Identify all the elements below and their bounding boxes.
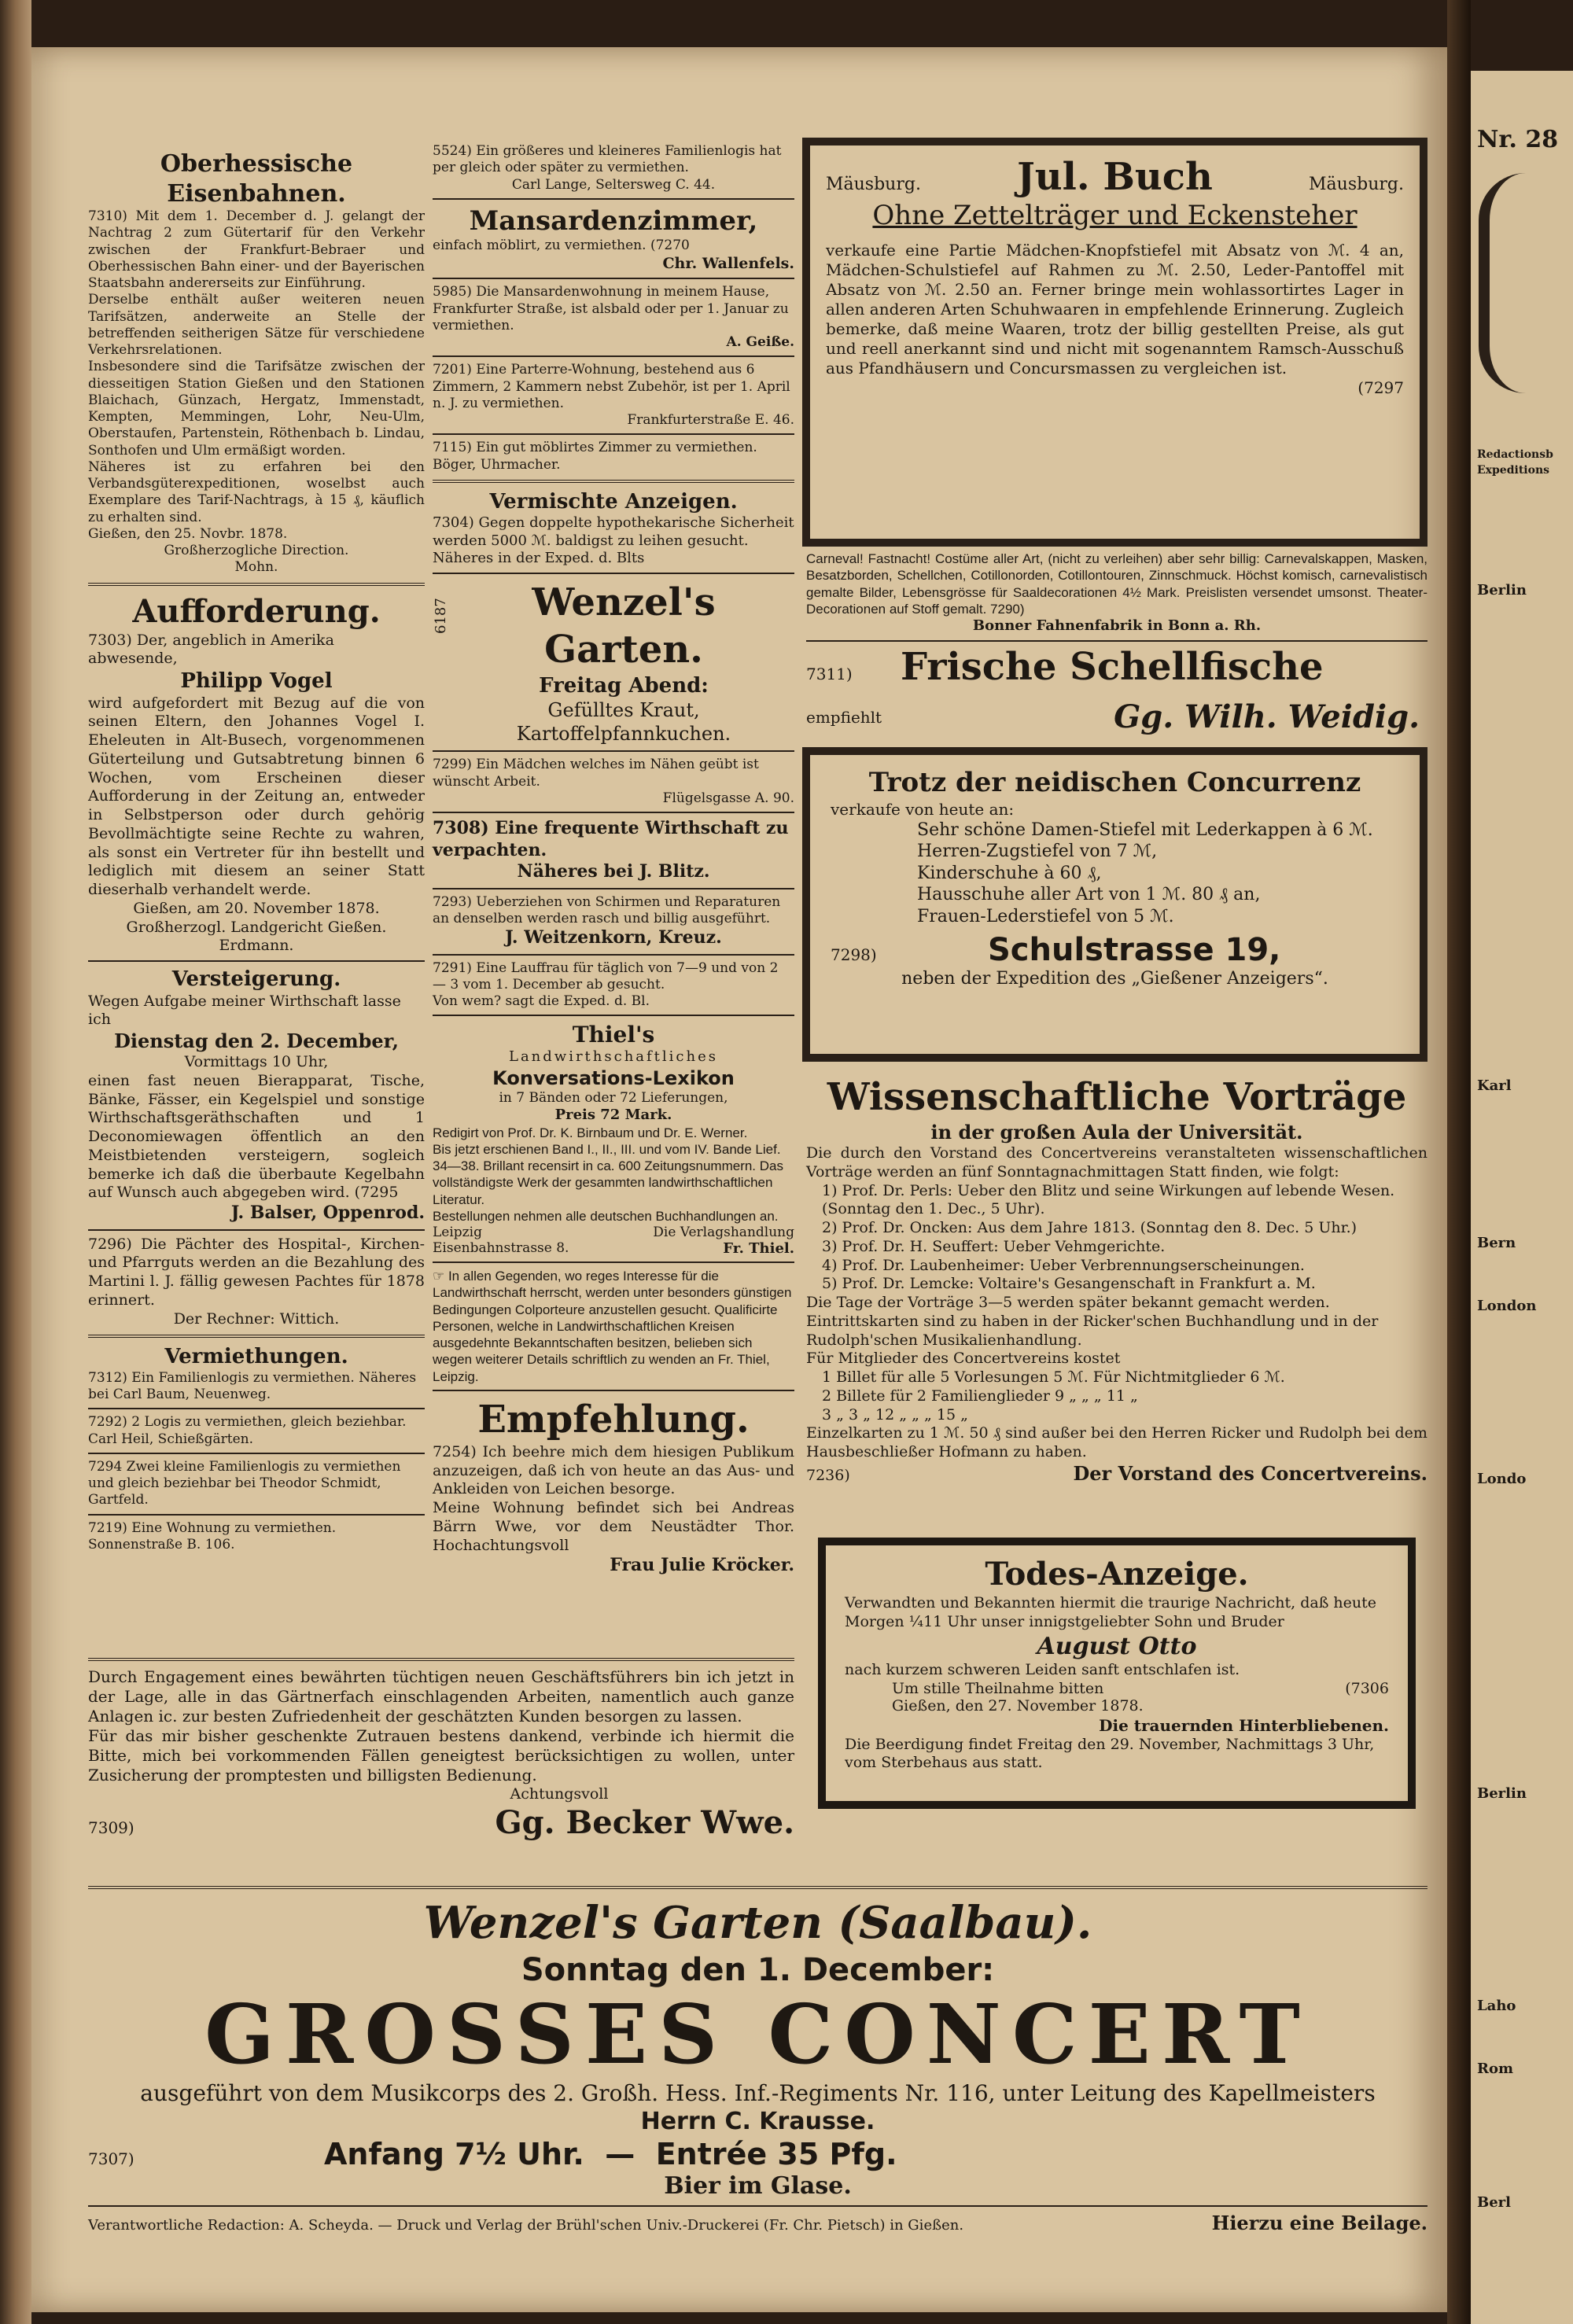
wiss-num: 7236) <box>806 1466 850 1484</box>
becker-ad <box>88 1652 794 1841</box>
divider <box>88 2205 1427 2207</box>
fisch-sign: Gg. Wilh. Weidig. <box>1114 698 1420 735</box>
divider <box>88 1658 794 1661</box>
divider <box>433 480 794 483</box>
concert-title: GROSSES CONCERT <box>204 1986 1311 2083</box>
vermischte-title: Vermischte Anzeigen. <box>489 489 738 514</box>
divider <box>433 888 794 889</box>
eisenbahn-sign2: Mohn. <box>234 559 278 576</box>
footer <box>88 2212 1427 2234</box>
todes-name: August Otto <box>1037 1632 1197 1660</box>
ad-7293: 7293) Ueberziehen von Schirmen und Reparaturen an denselben werden rasch und billig ausgeführt. <box>433 893 781 926</box>
wiss-list <box>806 1182 1427 1295</box>
ad-7299: 7299) Ein Mädchen welches im Nähen geübt ist wünscht Arbeit. <box>433 757 759 790</box>
wiss-item: 3) Prof. Dr. H. Seuffert: Ueber Vehmgerichte. <box>822 1237 1166 1255</box>
wiss-intro: Die durch den Vorstand des Concertvereins veranstalteten wissenschaftlichen Vorträge werden an fünf Sonntagnachmittagen Statt finden, wie folgt: <box>806 1144 1427 1180</box>
ad-7308-sign: Näheres bei J. Blitz. <box>517 861 710 882</box>
next-page-fragment <box>1471 71 1573 2324</box>
wiss-price: 2 Billete für 2 Familienglieder 9 „ „ „ 11 „ <box>822 1387 1138 1405</box>
divider <box>88 960 425 962</box>
aufforderung-sign2: Erdmann. <box>219 937 294 955</box>
ornament-initial <box>1479 173 1573 393</box>
verm-1: 7312) Ein Familienlogis zu vermiethen. Näheres bei Carl Baum, Neuenweg. <box>88 1369 417 1402</box>
divider <box>433 433 794 435</box>
next-page-line: Karl <box>1477 1077 1512 1094</box>
versteigerung-sign: J. Balser, Oppenrod. <box>230 1203 425 1223</box>
ad-7201: 7201) Eine Parterre-Wohnung, bestehend aus 6 Zimmern, 2 Kammern nebst Zubehör, ist per 1. April n. J. zu vermiethen. <box>433 362 790 411</box>
next-page-line: London <box>1477 1298 1537 1314</box>
divider <box>433 750 794 752</box>
concert-beer: Bier im Glase. <box>664 2171 852 2200</box>
buch-body: verkaufe eine Partie Mädchen-Knopfstiefel mit Absatz von ℳ. 4 an, Mädchen-Schulstiefel auf Rahmen zu ℳ. 2.50, Leder-Pantoffel mit Absatz von ℳ. 2.50 an. Ferner bringe mein wohlassortirtes Lager in allen anderen Arten Schuhwaaren in empfehlende Erinnerung. Zugleich bemerke, daß meine Waaren, trotz der billig gestellten Preise, als gut und reell anerkannt sind und nicht mit sogenanntem Ramsch-Ausschuß aus Pfandhäusern und Concursmassen zu vergleichen ist. <box>826 240 1404 378</box>
aufforderung-title: Aufforderung. <box>132 592 381 630</box>
concert-venue: Wenzel's Garten (Saalbau). <box>423 1897 1092 1949</box>
wiss-item: 1) Prof. Dr. Perls: Ueber den Blitz und seine Wirkungen auf lebende Wesen. (Sonntag den 1. Dec., 5 Uhr). <box>822 1181 1395 1218</box>
trotz-item: Kinderschuhe à 60 ₰, <box>917 863 1102 883</box>
fisch-ad <box>806 645 1427 739</box>
buch-header <box>826 155 1404 199</box>
trotz-item: Herren-Zugstiefel von 7 ℳ, <box>917 842 1158 861</box>
wiss-prices <box>806 1368 1427 1424</box>
column-1 <box>88 149 425 1553</box>
concert-body: ausgeführt von dem Musikcorps des 2. Großh. Hess. Inf.-Regiments Nr. 116, unter Leitung des Kapellmeisters <box>140 2080 1376 2107</box>
trotz-addr: Schulstrasse 19, <box>988 932 1281 968</box>
wiss-item: 5) Prof. Dr. Lemcke: Voltaire's Gesangenschaft in Frankfurt a. M. <box>822 1275 1316 1293</box>
next-page-line: Londo <box>1477 1471 1527 1487</box>
wiss-tickets: Eintrittskarten sind zu haben in der Ricker'schen Buchhandlung und in der Rudolph'schen Musikalienhandlung. <box>806 1312 1379 1349</box>
carneval-body: Carneval! Fastnacht! Costüme aller Art, (nicht zu verleihen) aber sehr billig: Carnevalskappen, Masken, Besatzborden, Schellchen, Cotillonorden, Cotillontouren, Zinnschmuck. Höchst komisch, carnevalistisch gemalte Bilder, Lebensgrösse für Saaldecorationen 4½ Mark. Preislisten versendet umsonst. Theater-Decorationen auf Stoff gemalt. 7290) <box>806 551 1427 617</box>
thiel-firm: Fr. Thiel. <box>723 1240 794 1257</box>
thiel-body: Redigirt von Prof. Dr. K. Birnbaum und Dr. E. Werner. Bis jetzt erschienen Band I., II., III. und vom IV. Bande Lief. 34—38. Brillant recensirt in ca. 600 Zeitungsnummern. Das vollständigste Werk der gesammten landwirthschaftlichen Literatur. Bestellungen nehmen alle deutschen Buchhandlungen an. <box>433 1125 783 1224</box>
wiss-single: Einzelkarten zu 1 ℳ. 50 ₰ sind außer bei den Herren Ricker und Rudolph bei dem Hausbeschließer Hofmann zu haben. <box>806 1424 1427 1460</box>
empf-title: Empfehlung. <box>477 1397 750 1442</box>
next-page-line: Laho <box>1477 1998 1516 2014</box>
eisenbahn-title: Oberhessische Eisenbahnen. <box>160 150 353 208</box>
todes-title: Todes-Anzeige. <box>985 1556 1249 1593</box>
divider <box>88 583 425 586</box>
ad-5985: 5985) Die Mansardenwohnung in meinem Hause, Frankfurter Straße, ist alsbald oder per 1. Januar zu vermiethen. <box>433 284 789 333</box>
becker-greeting: Achtungsvoll <box>510 1785 609 1803</box>
ad-7291: 7291) Eine Lauffrau für täglich von 7—9 und von 2 — 3 vom 1. December ab gesucht. <box>433 959 779 993</box>
wenzel-title: Wenzel's Garten. <box>532 580 716 672</box>
concert-date: Sonntag den 1. December: <box>521 1952 995 1988</box>
next-page-line: Berlin <box>1477 582 1527 598</box>
next-page-line: Berlin <box>1477 1785 1527 1802</box>
paechter-body: 7296) Die Pächter des Hospital-, Kirchen- und Pfarrguts werden an die Bezahlung des Martini l. J. fällig gewesen Pachtes für 1878 erinnert. <box>88 1235 425 1309</box>
todes-anzeige <box>818 1538 1416 1809</box>
buch-city-right: Mäusburg. <box>1309 175 1404 194</box>
mansard-body: einfach möblirt, zu vermiethen. (7270 <box>433 238 690 254</box>
footer-imprint: Verantwortliche Redaction: A. Scheyda. — Druck und Verlag der Brühl'schen Univ.-Druckerei (Fr. Chr. Pietsch) in Gießen. <box>88 2217 964 2234</box>
wiss-prices-head: Für Mitglieder des Concertvereins kostet <box>806 1350 1121 1368</box>
eisenbahn-body: 7310) Mit dem 1. December d. J. gelangt der Nachtrag 2 zum Gütertarif für den Verkehr zwischen der Frankfurt-Bebraer und Oberhessischen Bahn einer- und der Bayerischen Staatsbahn andererseits zur Einführung. Derselbe enthält außer weiteren neuen Tarifsätzen, anderweite an Stelle der betreffenden seitherigen Sätze für verschiedene Verkehrsrelationen. Insbesondere sind die Tarifsätze zwischen der diesseitigen Station Gießen und den Stationen Blaichach, Günzach, Hergatz, Immenstadt, Kempten, Memmingen, Lohr, Neu-Ulm, Oberstaufen, Partenstein, Röthenbach b. Lindau, Sonthofen und Ulm ermäßigt worden. Näheres ist zu erfahren bei den Verbandsgüterexpeditionen, woselbst auch Exemplare des Tarif-Nachtrags, à 15 ₰, käuflich zu erhalten sind. <box>88 208 425 525</box>
wenzel-vert-number: 6187 <box>433 597 449 634</box>
thiel-verlag: Die Verlagshandlung <box>653 1225 794 1240</box>
trotz-list <box>831 819 1399 928</box>
wiss-price: 3 „ 3 „ 12 „ „ „ 15 „ <box>822 1405 968 1423</box>
carneval-ad <box>806 551 1427 646</box>
todes-row <box>845 1680 1389 1697</box>
wiss-sub: in der großen Aula der Universität. <box>930 1121 1303 1144</box>
divider <box>433 198 794 200</box>
trotz-intro: verkaufe von heute an: <box>831 799 1015 819</box>
eisenbahn-sign1: Großherzogliche Direction. <box>164 543 349 558</box>
ad-7115: 7115) Ein gut möblirtes Zimmer zu vermiethen. Böger, Uhrmacher. <box>433 440 757 473</box>
next-page-line: Rom <box>1477 2061 1514 2077</box>
concert-ad <box>88 1880 1427 2234</box>
buch-name: Jul. Buch <box>1017 155 1213 199</box>
carneval-sign: Bonner Fahnenfabrik in Bonn a. Rh. <box>972 617 1262 634</box>
thiel-sub: Landwirthschaftliches <box>508 1048 718 1066</box>
todes-sign: Die trauernden Hinterbliebenen. <box>1099 1715 1389 1735</box>
trotz-item: Hausschuhe aller Art von 1 ℳ. 80 ₰ an, <box>917 885 1261 904</box>
divider <box>433 812 794 813</box>
buch-ad <box>802 138 1427 547</box>
footer-beilage: Hierzu eine Beilage. <box>1211 2212 1427 2235</box>
book-gutter <box>1447 0 1471 2324</box>
ad-5985-sign: A. Geiße. <box>726 334 794 350</box>
next-page-line: Bern <box>1477 1235 1516 1251</box>
trotz-title: Trotz der neidischen Concurrenz <box>868 767 1361 798</box>
versteigerung-body: Wegen Aufgabe meiner Wirthschaft lasse ich <box>88 992 401 1029</box>
divider <box>88 1886 1427 1889</box>
divider <box>88 1335 425 1338</box>
next-page-line: Berl <box>1477 2194 1511 2211</box>
wenzel-line2: Gefülltes Kraut, <box>547 699 700 722</box>
wiss-title: Wissenschaftliche Vorträge <box>827 1075 1407 1119</box>
wiss-sign: Der Vorstand des Concertvereins. <box>1073 1461 1427 1485</box>
wiss-footer <box>806 1462 1427 1485</box>
thiel-footer <box>433 1225 794 1240</box>
ad-7299-sign: Flügelsgasse A. 90. <box>662 790 794 806</box>
aufforderung-intro: 7303) Der, angeblich in Amerika abwesende, <box>88 631 334 668</box>
todes-body2: nach kurzem schweren Leiden sanft entschlafen ist. <box>845 1661 1240 1678</box>
thiel-addr: Eisenbahnstrasse 8. <box>433 1240 569 1256</box>
mansard-sign: Chr. Wallenfels. <box>662 254 794 272</box>
ad-5524: 5524) Ein größeres und kleineres Familienlogis hat per gleich oder später zu vermiethen. <box>433 143 782 176</box>
versteigerung-date: Dienstag den 2. December, <box>114 1029 399 1052</box>
concert-num: 7307) <box>88 2149 134 2168</box>
divider <box>806 640 1427 642</box>
ad-7291-sign: Von wem? sagt die Exped. d. Bl. <box>433 993 650 1009</box>
next-page-line: Nr. 28 <box>1477 126 1559 153</box>
fisch-title: Frische Schellfische <box>901 645 1324 689</box>
concert-conductor: Herrn C. Krausse. <box>640 2108 875 2136</box>
becker-num: 7309) <box>88 1818 134 1837</box>
concert-start: Anfang 7½ Uhr. — Entrée 35 Pfg. <box>324 2136 897 2171</box>
thiel-title: Thiel's <box>572 1022 655 1048</box>
empf-sign: Frau Julie Kröcker. <box>610 1555 794 1576</box>
trotz-near: neben der Expedition des „Gießener Anzeigers“. <box>901 969 1328 989</box>
thiel-price: Preis 72 Mark. <box>554 1107 672 1123</box>
aufforderung-date: Gießen, am 20. November 1878. <box>133 899 380 917</box>
wenzel-line3: Kartoffelpfannkuchen. <box>516 723 731 746</box>
divider <box>433 954 794 956</box>
becker-body: Durch Engagement eines bewährten tüchtigen neuen Geschäftsführers bin ich jetzt in der Lage, alle in das Gärtnerfach einschlagenden Arbeiten, namentlich auch ganze Anlagen ic. zur besten Zufriedenheit der geschätzten Kunden besorgen zu lassen. Für das mir bisher geschenkte Zutrauen bestens dankend, verbinde ich hiermit die Bitte, mich bei vorkommenden Fällen geneigtest berücksichtigen zu wollen, unter Zusicherung der promptesten und billigsten Bedienung. <box>88 1667 794 1784</box>
empf-body: 7254) Ich beehre mich dem hiesigen Publikum anzuzeigen, daß ich von heute an das Aus- und Ankleiden von Leichen besorge. Meine Wohnung befindet sich bei Andreas Bärrn Wwe, vor dem Neustädter Thor. Hochachtungsvoll <box>433 1442 794 1554</box>
buch-num: (7297 <box>1357 378 1404 397</box>
wenzel-block <box>433 579 794 746</box>
buch-slogan: Ohne Zettelträger und Eckensteher <box>872 200 1357 231</box>
versteigerung-time: Vormittags 10 Uhr, <box>184 1053 329 1070</box>
thiel-place: Leipzig <box>433 1225 482 1240</box>
divider <box>433 278 794 279</box>
divider <box>88 1229 425 1231</box>
verm-3: 7294 Zwei kleine Familienlogis zu vermiethen und gleich beziehbar bei Theodor Schmidt, Gartfeld. <box>88 1458 401 1508</box>
mansard-title: Mansardenzimmer, <box>469 204 758 237</box>
divider <box>88 1453 425 1454</box>
aufforderung-sign1: Großherzogl. Landgericht Gießen. <box>126 918 387 936</box>
becker-footer <box>88 1804 794 1841</box>
wiss-item: 4) Prof. Dr. Laubenheimer: Ueber Verbrennungserscheinungen. <box>822 1256 1305 1274</box>
paechter-sign: Der Rechner: Wittich. <box>173 1309 340 1328</box>
todes-date: Gießen, den 27. November 1878. <box>892 1696 1144 1714</box>
thiel-line1: in 7 Bänden oder 72 Lieferungen, <box>499 1089 728 1106</box>
todes-body: Verwandten und Bekannten hiermit die traurige Nachricht, daß heute Morgen ¼11 Uhr unser innigstgeliebter Sohn und Bruder <box>845 1594 1377 1630</box>
divider <box>433 1015 794 1016</box>
aufforderung-name: Philipp Vogel <box>180 669 333 693</box>
ad-7304: 7304) Gegen doppelte hypothekarische Sicherheit werden 5000 ℳ. baldigst zu leihen gesucht. Näheres in der Exped. d. Blts <box>433 514 794 567</box>
trotz-item: Sehr schöne Damen-Stiefel mit Lederkappen à 6 ℳ. <box>917 819 1373 840</box>
trotz-ad <box>802 747 1427 1062</box>
ad-7201-sign: Frankfurterstraße E. 46. <box>627 412 794 428</box>
book-edge <box>0 0 31 2324</box>
todes-body3: Um stille Theilnahme bitten <box>892 1679 1104 1697</box>
wiss-price: 1 Billet für alle 5 Vorlesungen 5 ℳ. Für Nichtmitglieder 6 ℳ. <box>822 1368 1285 1386</box>
vermiethungen-title: Vermiethungen. <box>164 1345 348 1369</box>
todes-burial: Die Beerdigung findet Freitag den 29. November, Nachmittags 3 Uhr, vom Sterbehaus aus statt. <box>845 1735 1375 1772</box>
thiel-footer2 <box>433 1240 794 1257</box>
divider <box>433 1390 794 1391</box>
divider <box>433 1261 794 1263</box>
trotz-item: Frauen-Lederstiefel von 5 ℳ. <box>917 906 1174 926</box>
divider <box>88 1408 425 1409</box>
versteigerung-body2: einen fast neuen Bierapparat, Tische, Bänke, Fässer, ein Kegelspiel und sonstige Wirthschaftsgeräthschaften und 1 Deconomiewagen öffentlich an den Meistbietenden versteigern, sogleich bemerke ich daß die überbaute Kegelbahn auf Wunsch auch abgegeben wird. (7295 <box>88 1071 425 1202</box>
becker-sign: Gg. Becker Wwe. <box>495 1803 794 1841</box>
next-page-line: Expeditions <box>1477 464 1550 477</box>
buch-city-left: Mäusburg. <box>826 175 921 194</box>
fisch-num: 7311) <box>806 665 853 683</box>
aufforderung-body: wird aufgefordert mit Bezug auf die von seinen Eltern, den Johannes Vogel I. Eheleuten in Alt-Busech, vorgenommenen Güterteilung und Gutsabtretung binnen 6 Wochen, vom Erscheinen dieser Aufforderung in der Zeitung an, entweder in Selbstperson oder durch gehörig Bevollmächtigte seine Rechte zu wahren, als sonst ein Vertreter für ihn bestellt und lediglich mit diesem an seiner Statt dieserhalb verhandelt werde. <box>88 694 425 898</box>
verm-4: 7219) Eine Wohnung zu vermiethen. Sonnenstraße B. 106. <box>88 1519 337 1552</box>
divider <box>88 1514 425 1516</box>
ad-7308: 7308) Eine frequente Wirthschaft zu verpachten. <box>433 818 789 860</box>
eisenbahn-date: Gießen, den 25. Novbr. 1878. <box>88 525 288 542</box>
thiel-note: ☞ In allen Gegenden, wo reges Interesse für die Landwirthschaft herrscht, werden unter besonders günstigen Bedingungen Colporteure anzustellen gesucht. Qualificirte Personen, welche in Landwirthschaftlichen Kreisen ausgedehnte Bekanntschaften besitzen, belieben sich wegen weiterer Details schriftlich zu wenden an Fr. Thiel, Leipzig. <box>433 1269 792 1384</box>
newspaper-page <box>31 47 1447 2312</box>
concert-start-row <box>88 2137 1427 2171</box>
wenzel-line1: Freitag Abend: <box>539 673 709 698</box>
divider <box>433 573 794 574</box>
fisch-empf: empfiehlt <box>806 708 882 727</box>
trotz-addr-row <box>831 932 1399 968</box>
thiel-name: Konversations-Lexikon <box>492 1066 735 1089</box>
wiss-times: Die Tage der Vorträge 3—5 werden später bekannt gemacht werden. <box>806 1294 1330 1311</box>
ad-5524-sign: Carl Lange, Seltersweg C. 44. <box>511 176 716 193</box>
wiss-item: 2) Prof. Dr. Oncken: Aus dem Jahre 1813. (Sonntag den 8. Dec. 5 Uhr.) <box>822 1219 1357 1236</box>
wiss-ad <box>806 1074 1427 1485</box>
ad-7293-sign: J. Weitzenkorn, Kreuz. <box>505 927 722 948</box>
next-page-line: Redactionsb <box>1477 448 1553 461</box>
trotz-num: 7298) <box>831 945 877 964</box>
divider <box>433 355 794 357</box>
versteigerung-title: Versteigerung. <box>171 967 341 991</box>
todes-num: (7306 <box>1345 1679 1389 1697</box>
column-2 <box>433 143 794 1577</box>
verm-2: 7292) 2 Logis zu vermiethen, gleich beziehbar. Carl Heil, Schießgärten. <box>88 1414 407 1447</box>
